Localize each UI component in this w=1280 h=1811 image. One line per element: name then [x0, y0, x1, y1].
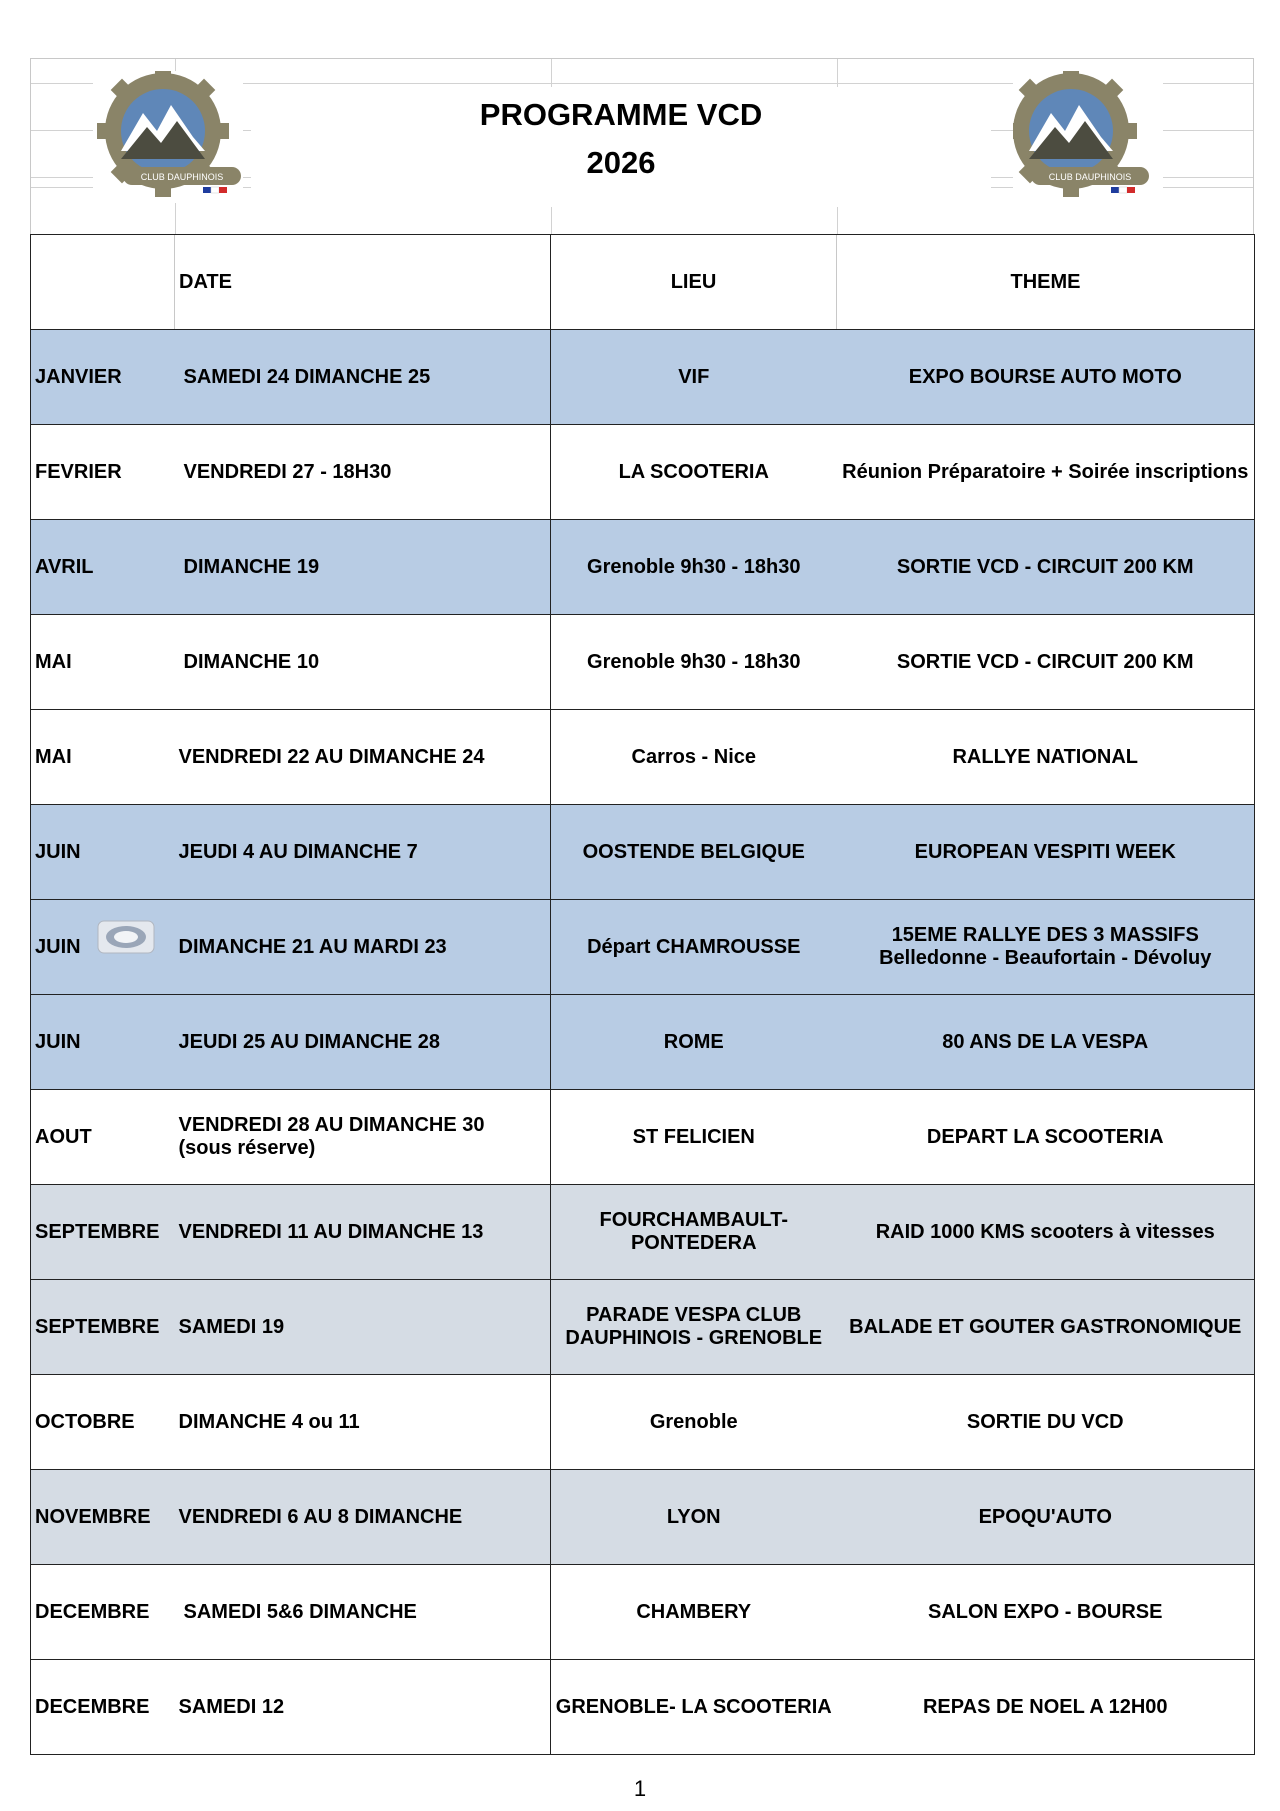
row-date-text: SAMEDI 24 DIMANCHE 25: [183, 365, 431, 388]
row-lieu-line2: PONTEDERA: [630, 1232, 757, 1254]
row-date: SAMEDI 12: [175, 1660, 551, 1755]
row-month: NOVEMBRE: [31, 1470, 175, 1565]
row-month: JANVIER: [31, 330, 175, 425]
row-theme: RAID 1000 KMS scooters à vitesses: [837, 1185, 1255, 1280]
row-month: [31, 900, 175, 995]
row-lieu: LA SCOOTERIA: [551, 425, 837, 520]
row-lieu: CHAMBERY: [551, 1565, 837, 1660]
row-month: JUIN: [31, 995, 175, 1090]
vespa-club-logo-right: [1013, 71, 1163, 203]
row-theme-line1: 15EME RALLYE DES 3 MASSIFS: [891, 924, 1199, 946]
header-area: [30, 58, 1254, 234]
page-number: 1: [633, 1776, 647, 1801]
row-date-text: DIMANCHE 10: [183, 650, 320, 673]
row-date: [175, 1090, 551, 1185]
row-theme: SALON EXPO - BOURSE: [837, 1565, 1255, 1660]
row-month: AVRIL: [31, 520, 175, 615]
table-row: [31, 1660, 1255, 1755]
rallye-badge-icon: [97, 920, 155, 954]
row-theme: EXPO BOURSE AUTO MOTO: [837, 330, 1255, 425]
row-lieu-line2: DAUPHINOIS - GRENOBLE: [565, 1327, 823, 1349]
row-month: JUIN: [31, 805, 175, 900]
row-month: AOUT: [31, 1090, 175, 1185]
row-date: [175, 520, 551, 615]
table-row: [31, 425, 1255, 520]
row-date: JEUDI 4 AU DIMANCHE 7: [175, 805, 551, 900]
column-header-date-label: DATE: [179, 270, 232, 293]
row-lieu: ROME: [551, 995, 837, 1090]
row-date: DIMANCHE 21 AU MARDI 23: [175, 900, 551, 995]
column-header-lieu: LIEU: [551, 235, 837, 330]
row-lieu-line1: PARADE VESPA CLUB: [586, 1304, 802, 1326]
row-lieu: Grenoble: [551, 1375, 837, 1470]
row-date-text: DIMANCHE 19: [183, 555, 320, 578]
row-theme: Réunion Préparatoire + Soirée inscriptions: [837, 425, 1255, 520]
row-lieu: Grenoble 9h30 - 18h30: [551, 520, 837, 615]
row-month: MAI: [31, 615, 175, 710]
table-row: [31, 1280, 1255, 1375]
table-header-row: [31, 235, 1255, 330]
table-row: [31, 710, 1255, 805]
program-table: [30, 234, 1255, 1755]
program-sheet: [30, 58, 1254, 1755]
row-date: JEUDI 25 AU DIMANCHE 28: [175, 995, 551, 1090]
table-row: [31, 1185, 1255, 1280]
table-row: [31, 615, 1255, 710]
row-month: FEVRIER: [31, 425, 175, 520]
row-lieu-line1: FOURCHAMBAULT-: [599, 1209, 788, 1231]
column-header-theme: THEME: [837, 235, 1255, 330]
column-header-month: [31, 235, 175, 330]
row-lieu: VIF: [551, 330, 837, 425]
table-row: [31, 330, 1255, 425]
vespa-club-logo-left: [93, 71, 243, 203]
title-box: [251, 87, 991, 207]
table-row: [31, 1375, 1255, 1470]
table-row: [31, 520, 1255, 615]
row-theme: BALADE ET GOUTER GASTRONOMIQUE: [837, 1280, 1255, 1375]
row-date: [175, 330, 551, 425]
table-row: [31, 805, 1255, 900]
row-lieu: ST FELICIEN: [551, 1090, 837, 1185]
row-lieu: Carros - Nice: [551, 710, 837, 805]
table-row: [31, 1470, 1255, 1565]
row-theme: RALLYE NATIONAL: [837, 710, 1255, 805]
row-lieu: [551, 1185, 837, 1280]
table-row: [31, 1565, 1255, 1660]
row-date-text: SAMEDI 5&6 DIMANCHE: [183, 1600, 417, 1623]
row-month: DECEMBRE: [31, 1660, 175, 1755]
row-theme: EPOQU'AUTO: [837, 1470, 1255, 1565]
row-date-text: VENDREDI 27 - 18H30: [183, 460, 392, 483]
row-lieu: [551, 1280, 837, 1375]
row-month: MAI: [31, 710, 175, 805]
row-date: DIMANCHE 4 ou 11: [175, 1375, 551, 1470]
row-date: VENDREDI 11 AU DIMANCHE 13: [175, 1185, 551, 1280]
row-lieu: LYON: [551, 1470, 837, 1565]
row-month: OCTOBRE: [31, 1375, 175, 1470]
table-row: [31, 995, 1255, 1090]
row-theme: 80 ANS DE LA VESPA: [837, 995, 1255, 1090]
svg-text:CLUB DAUPHINOIS: CLUB DAUPHINOIS: [140, 172, 224, 182]
page-year: 2026: [586, 145, 656, 180]
row-lieu: Départ CHAMROUSSE: [551, 900, 837, 995]
row-date: [175, 615, 551, 710]
row-lieu: OOSTENDE BELGIQUE: [551, 805, 837, 900]
row-month-text: JUIN: [35, 935, 81, 958]
row-theme: DEPART LA SCOOTERIA: [837, 1090, 1255, 1185]
row-theme: SORTIE VCD - CIRCUIT 200 KM: [837, 615, 1255, 710]
row-month: SEPTEMBRE: [31, 1185, 175, 1280]
table-row: [31, 900, 1255, 995]
row-date: SAMEDI 19: [175, 1280, 551, 1375]
row-theme: [837, 900, 1255, 995]
row-month: DECEMBRE: [31, 1565, 175, 1660]
row-date: VENDREDI 22 AU DIMANCHE 24: [175, 710, 551, 805]
column-header-date: [175, 235, 551, 330]
row-date: VENDREDI 6 AU 8 DIMANCHE: [175, 1470, 551, 1565]
row-date: [175, 1565, 551, 1660]
gear-mountain-logo-icon: [93, 71, 243, 203]
row-theme: SORTIE VCD - CIRCUIT 200 KM: [837, 520, 1255, 615]
row-month: SEPTEMBRE: [31, 1280, 175, 1375]
page-title: PROGRAMME VCD: [479, 97, 763, 132]
svg-text:CLUB DAUPHINOIS: CLUB DAUPHINOIS: [1048, 172, 1132, 182]
table-row: [31, 1090, 1255, 1185]
row-theme: EUROPEAN VESPITI WEEK: [837, 805, 1255, 900]
row-theme: REPAS DE NOEL A 12H00: [837, 1660, 1255, 1755]
row-lieu: GRENOBLE- LA SCOOTERIA: [551, 1660, 837, 1755]
gear-mountain-logo-icon: [1013, 71, 1163, 203]
row-date: [175, 425, 551, 520]
row-theme-line2: Belledonne - Beaufortain - Dévoluy: [879, 947, 1212, 969]
row-lieu: Grenoble 9h30 - 18h30: [551, 615, 837, 710]
row-theme: SORTIE DU VCD: [837, 1375, 1255, 1470]
row-date-line2: (sous réserve): [178, 1137, 316, 1159]
row-date-line1: VENDREDI 28 AU DIMANCHE 30: [178, 1114, 485, 1136]
